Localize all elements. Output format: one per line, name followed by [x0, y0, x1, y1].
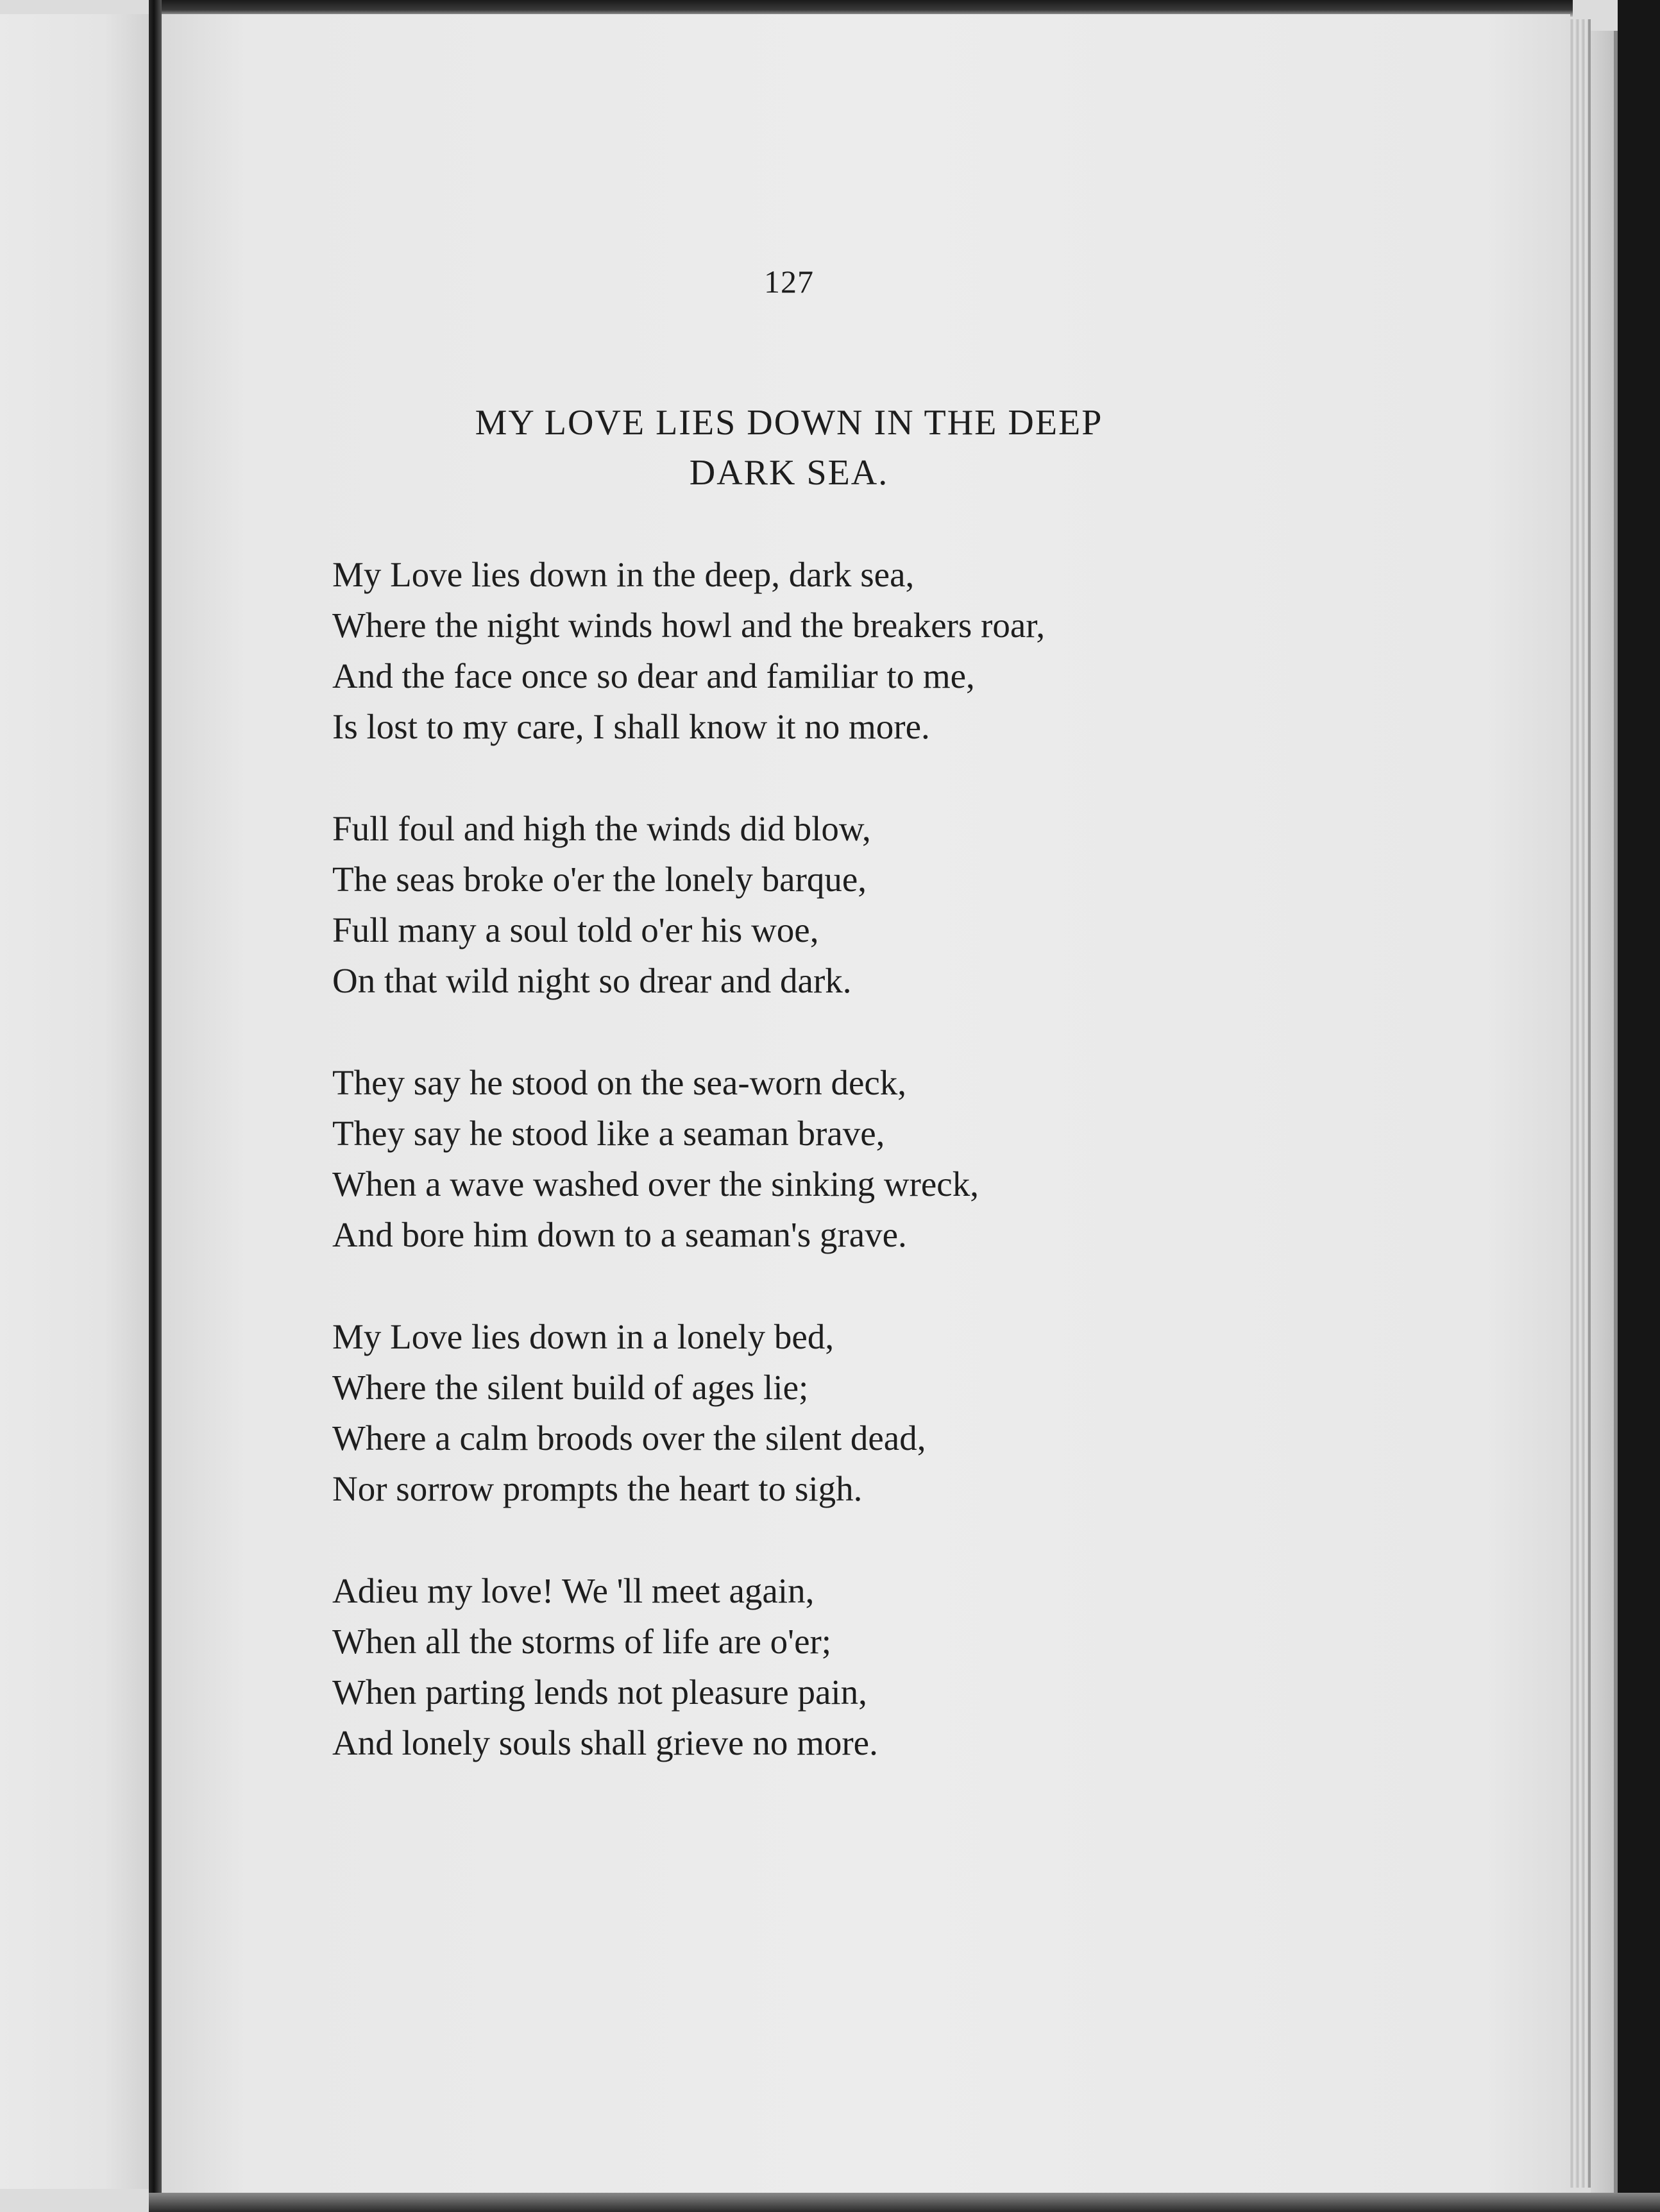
page-stack-edge [1570, 19, 1591, 2188]
poem-line: Is lost to my care, I shall know it no more. [332, 707, 930, 746]
poem-line: Where a calm broods over the silent dead, [332, 1418, 926, 1458]
poem-line: And bore him down to a seaman's grave. [332, 1215, 907, 1254]
stanza-4 [332, 1311, 1282, 1514]
poem-line: The seas broke o'er the lonely barque, [332, 860, 867, 899]
poem-line: They say he stood like a seaman brave, [332, 1114, 885, 1153]
poem-line: And lonely souls shall grieve no more. [332, 1723, 878, 1762]
poem-line: On that wild night so drear and dark. [332, 961, 852, 1000]
poem-line: When parting lends not pleasure pain, [332, 1672, 867, 1712]
poem-line: My Love lies down in the deep, dark sea, [332, 555, 915, 594]
stanza-1 [332, 549, 1282, 752]
poem-line: My Love lies down in a lonely bed, [332, 1317, 834, 1356]
poem-title [359, 398, 1219, 498]
poem-line: They say he stood on the sea-worn deck, [332, 1063, 907, 1102]
poem-line: And the face once so dear and familiar to me, [332, 656, 975, 695]
poem-line: Where the silent build of ages lie; [332, 1368, 809, 1407]
book-gutter [149, 0, 162, 2212]
scan-background-right [1618, 0, 1660, 2212]
page-bottom-edge [149, 2193, 1660, 2212]
page-number: 127 [764, 264, 814, 300]
poem-line: Where the night winds howl and the breakers roar, [332, 606, 1046, 645]
facing-page-edge [0, 14, 149, 2189]
page-stack-edge-outer [1591, 31, 1618, 2194]
poem-line: When all the storms of life are o'er; [332, 1622, 832, 1661]
poem-line: Full foul and high the winds did blow, [332, 809, 871, 848]
poem-title-line-1: MY LOVE LIES DOWN IN THE DEEP [475, 403, 1103, 443]
poem-line: Full many a soul told o'er his woe, [332, 910, 819, 949]
stanza-3 [332, 1057, 1282, 1260]
poem-body [332, 549, 1282, 1819]
poem-line: Adieu my love! We 'll meet again, [332, 1571, 815, 1610]
stanza-5 [332, 1565, 1282, 1768]
stanza-2 [332, 803, 1282, 1006]
poem-line: Nor sorrow prompts the heart to sigh. [332, 1469, 863, 1508]
poem-line: When a wave washed over the sinking wreck, [332, 1164, 979, 1204]
poem-title-line-2: DARK SEA. [689, 453, 889, 493]
